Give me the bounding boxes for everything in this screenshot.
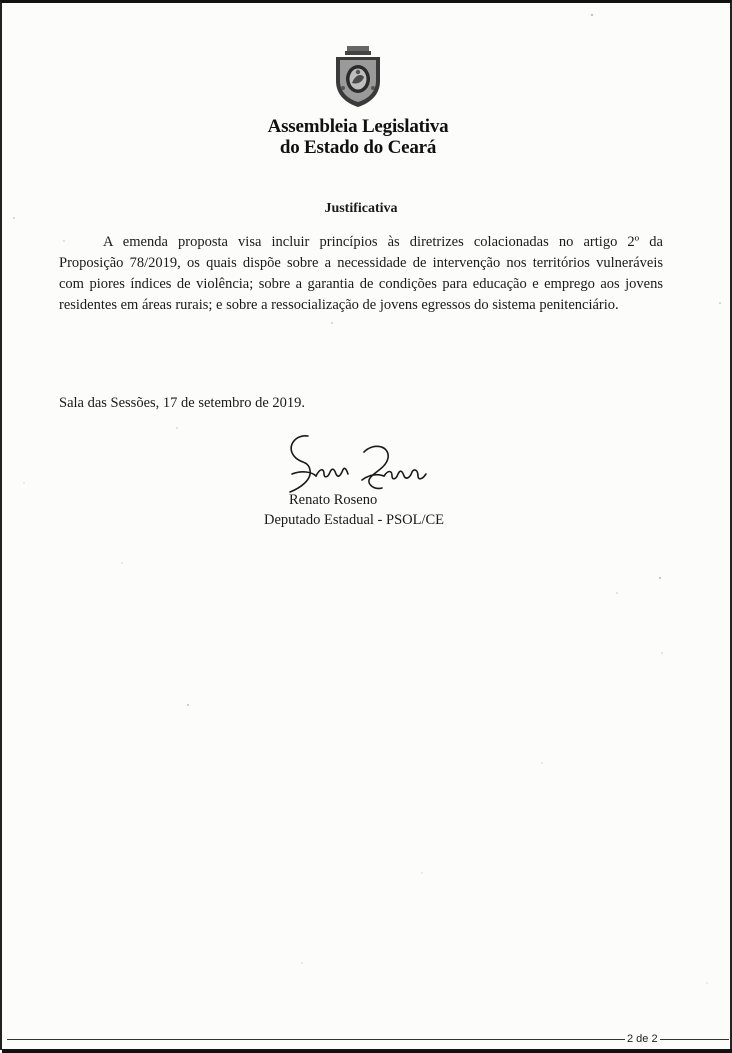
section-heading: Justificativa: [324, 201, 398, 216]
handwritten-signature: [278, 430, 438, 496]
paragraph-line-1: [59, 232, 663, 253]
paragraph-line-3: com piores índices de violência; sobre a garantia de condições para educação e emprego aos jovens: [59, 276, 663, 292]
paragraph-line-4: residentes em áreas rurais; e sobre a ressocialização de jovens egressos do sistema penitenciário.: [59, 297, 619, 313]
signer-role: Deputado Estadual - PSOL/CE: [264, 512, 445, 528]
institution-name-line1: Assembleia Legislativa: [267, 116, 449, 137]
page-number: 2 de 2: [627, 1033, 658, 1045]
footer-rule: [7, 1039, 729, 1040]
closing-date-line: Sala das Sessões, 17 de setembro de 2019.: [59, 395, 306, 411]
paragraph-line-1-text: A emenda proposta visa incluir princípios às diretrizes colacionadas no artigo 2º da: [103, 234, 663, 250]
paragraph-line-2: Proposição 78/2019, os quais dispõe sobre a necessidade de intervenção nos territórios vulneráveis: [59, 255, 663, 271]
institution-name-line2: do Estado do Ceará: [279, 137, 437, 158]
state-coat-of-arms-icon: [330, 43, 386, 109]
signer-name: Renato Roseno: [289, 492, 378, 508]
